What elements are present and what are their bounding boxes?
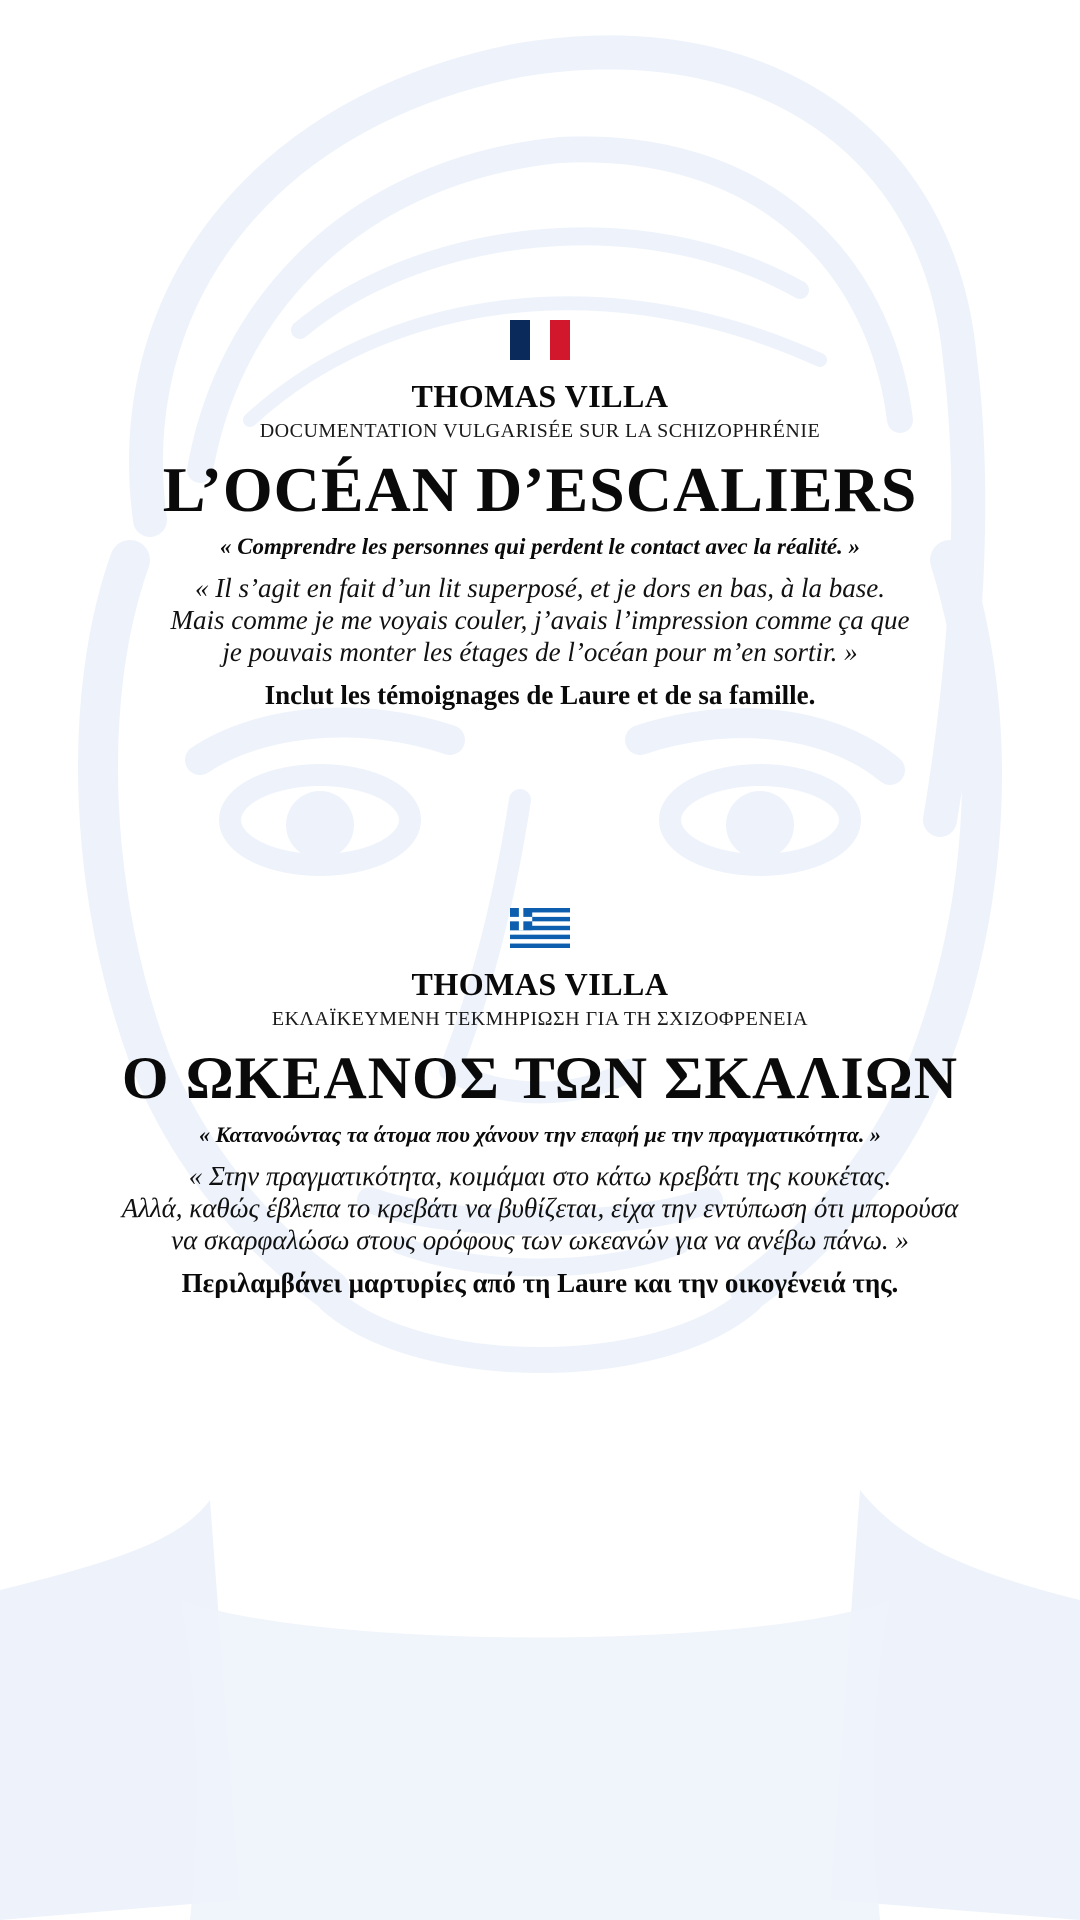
- book-tagline: « Κατανοώντας τα άτομα που χάνουν την επαφή με την πραγματικότητα. »: [199, 1122, 881, 1147]
- book-tagline: « Comprendre les personnes qui perdent le contact avec la réalité. »: [219, 534, 861, 559]
- french-edition: [0, 320, 1080, 712]
- quote-line: Mais comme je me voyais couler, j’avais l’impression comme ça que: [170, 605, 910, 635]
- book-subtitle: DOCUMENTATION VULGARISÉE SUR LA SCHIZOPHRÉNIE: [259, 420, 821, 442]
- quote-line: να σκαρφαλώσω στους ορόφους των ωκεανών για να ανέβω πάνω. »: [171, 1225, 909, 1255]
- quote-line: « Il s’agit en fait d’un lit superposé, et je dors en bas, à la base.: [195, 573, 885, 603]
- book-quote: [0, 572, 1080, 668]
- author-name: THOMAS VILLA: [411, 378, 669, 414]
- greece-flag-icon: [510, 908, 570, 948]
- quote-line: « Στην πραγματικότητα, κοιμάμαι στο κάτω κρεβάτι της κουκέτας.: [188, 1161, 892, 1191]
- greek-edition: [0, 908, 1080, 1300]
- author-name: THOMAS VILLA: [411, 966, 669, 1002]
- quote-line: Αλλά, καθώς έβλεπα το κρεβάτι να βυθίζεται, είχα την εντύπωση ότι μπορούσα: [121, 1193, 959, 1223]
- book-quote: [0, 1160, 1080, 1256]
- includes-note: Inclut les témoignages de Laure et de sa famille.: [264, 680, 816, 710]
- book-title: Ο ΩΚΕΑΝΟΣ ΤΩΝ ΣΚΑΛΙΩΝ: [121, 1045, 959, 1111]
- france-flag-icon: [510, 320, 570, 360]
- book-subtitle: ΕΚΛΑΪΚΕΥΜΕΝΗ ΤΕΚΜΗΡΙΩΣΗ ΓΙΑ ΤΗ ΣΧΙΖΟΦΡΕΝΕΙΑ: [271, 1008, 809, 1030]
- includes-note: Περιλαμβάνει μαρτυρίες από τη Laure και την οικογένειά της.: [181, 1268, 899, 1298]
- quote-line: je pouvais monter les étages de l’océan pour m’en sortir. »: [222, 637, 858, 667]
- book-title: L’OCÉAN D’ESCALIERS: [162, 454, 918, 525]
